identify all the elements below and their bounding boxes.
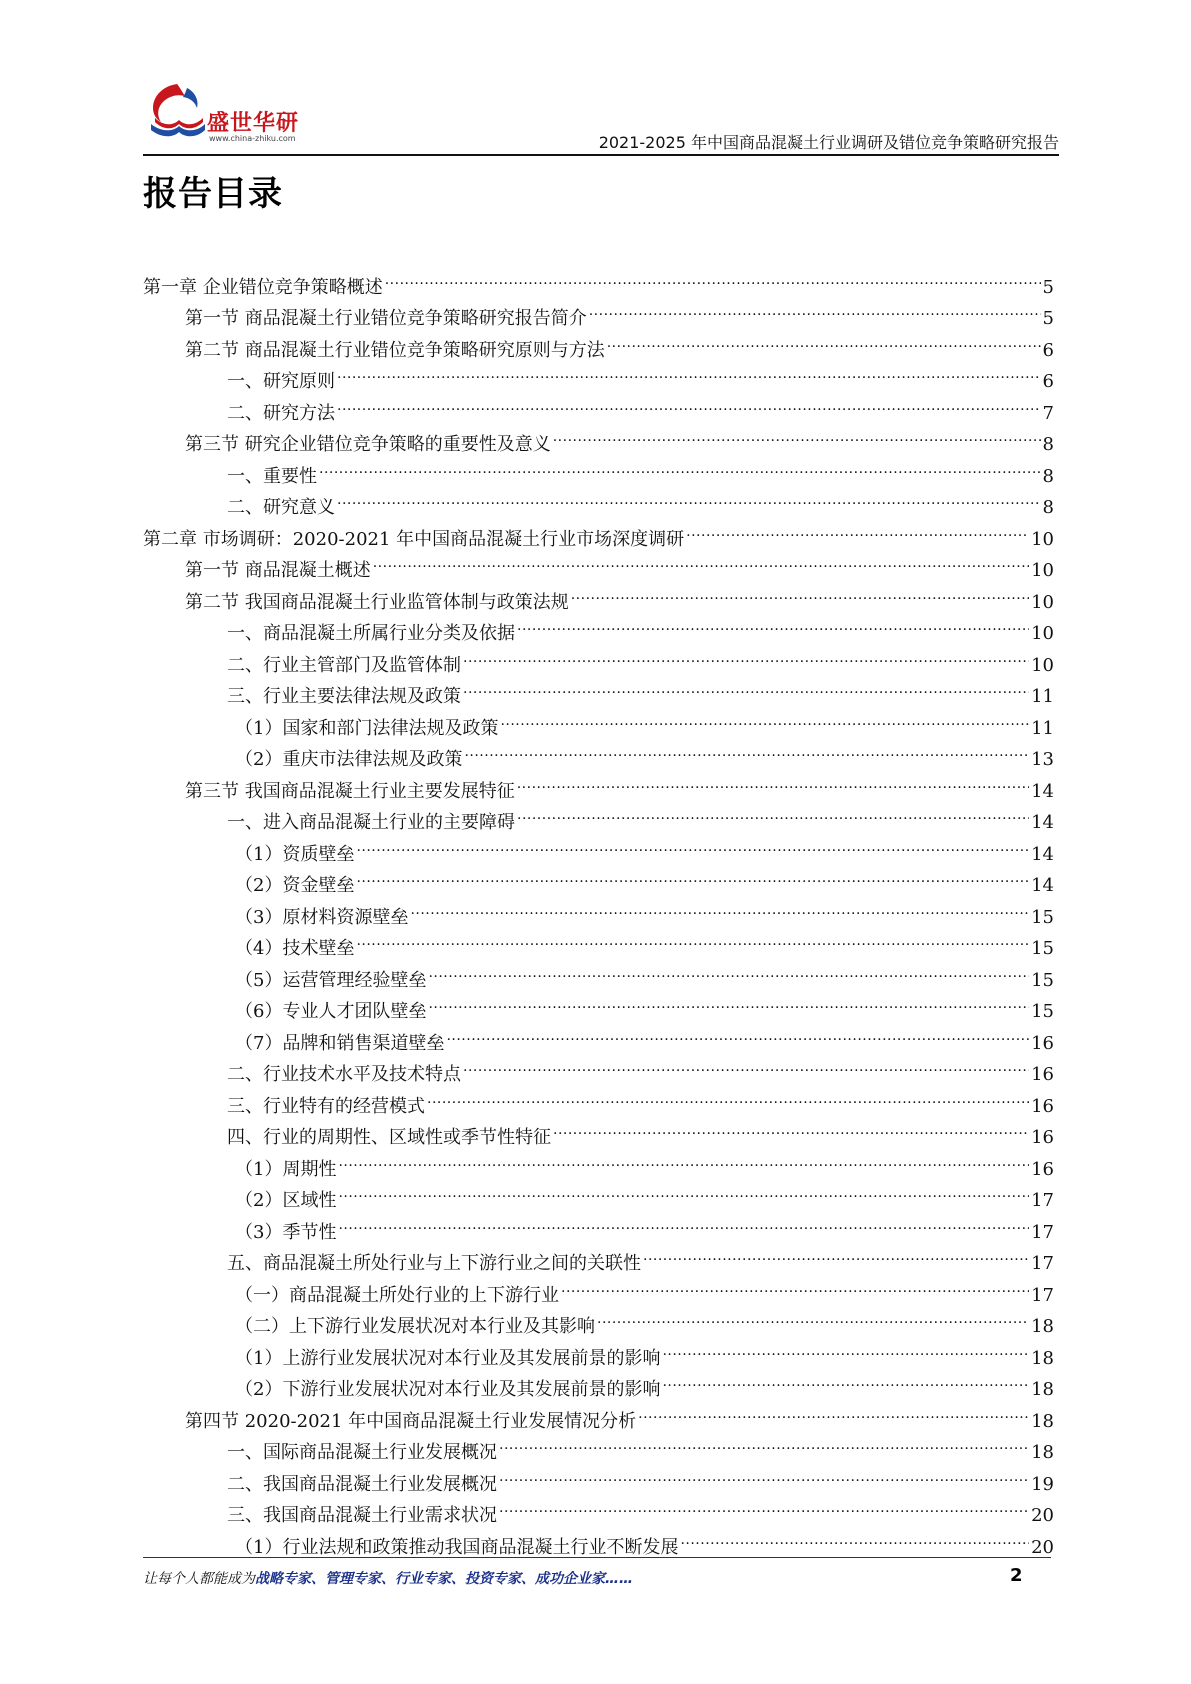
toc-dot-leader — [446, 1017, 1029, 1049]
toc-entry-title: 三、行业主要法律法规及政策 — [227, 686, 461, 707]
toc-entry-title: （1）资质壁垒 — [235, 843, 355, 865]
toc-entry-page: 6 — [1042, 371, 1054, 392]
toc-entry-page: 14 — [1031, 843, 1054, 865]
toc-entry-page: 18 — [1031, 1347, 1054, 1369]
toc-entry-page: 16 — [1031, 1095, 1054, 1117]
toc-entry-page: 10 — [1031, 560, 1054, 581]
toc-entry-page: 18 — [1031, 1442, 1054, 1463]
logo-name: 盛世华研 — [207, 111, 300, 136]
toc-entry-title: 二、我国商品混凝土行业发展概况 — [227, 1473, 497, 1495]
report-title: 2021-2025 年中国商品混凝土行业调研及错位竞争策略研究报告 — [598, 133, 1059, 152]
toc-entry-title: （5）运营管理经验壁垒 — [235, 969, 427, 991]
toc-dot-leader — [463, 671, 1029, 703]
toc-entry-title: 一、进入商品混凝土行业的主要障碍 — [227, 812, 515, 833]
toc-entry-page: 8 — [1042, 434, 1054, 455]
toc-entry-page: 10 — [1031, 528, 1054, 550]
toc-dot-leader — [638, 1395, 1029, 1427]
slogan-prefix: 让每个人都能成为 — [143, 1571, 255, 1587]
toc-dot-leader — [662, 1364, 1029, 1396]
toc-entry-title: 三、行业特有的经营模式 — [227, 1095, 425, 1117]
toc-dot-leader — [428, 986, 1029, 1018]
toc-entry-title: 三、我国商品混凝土行业需求状况 — [227, 1505, 497, 1526]
toc-dot-leader — [589, 293, 1041, 325]
toc-entry-title: 第一章 企业错位竞争策略概述 — [143, 276, 383, 298]
toc-entry-page: 7 — [1042, 402, 1054, 424]
toc-dot-leader — [338, 1206, 1029, 1238]
toc-entry-title: 一、重要性 — [227, 465, 317, 487]
toc-entry-title: 第四节 2020-2021 年中国商品混凝土行业发展情况分析 — [185, 1410, 637, 1432]
toc-dot-leader — [356, 860, 1029, 892]
toc-dot-leader — [553, 1112, 1029, 1144]
toc-entry-page: 5 — [1042, 308, 1054, 329]
toc-dot-leader — [561, 1269, 1029, 1301]
toc-entry-page: 8 — [1042, 465, 1054, 487]
toc-dot-leader — [337, 387, 1041, 419]
header-divider — [143, 154, 1059, 156]
toc-entry-page: 14 — [1031, 875, 1054, 896]
toc-entry-title: 第一节 商品混凝土行业错位竞争策略研究报告简介 — [185, 308, 587, 329]
toc-entry-page: 17 — [1031, 1190, 1054, 1211]
toc-entry-page: 16 — [1031, 1127, 1054, 1148]
toc-entry-page: 11 — [1031, 717, 1054, 739]
toc-dot-leader — [517, 608, 1029, 640]
page-title: 报告目录 — [143, 174, 283, 214]
toc-entry-page: 16 — [1031, 1158, 1054, 1180]
toc-entry-title: 一、国际商品混凝土行业发展概况 — [227, 1442, 497, 1463]
page-header — [143, 80, 1059, 158]
toc-entry-title: 第三节 我国商品混凝土行业主要发展特征 — [185, 780, 515, 802]
toc-entry-title: （1）国家和部门法律法规及政策 — [235, 717, 499, 739]
toc-dot-leader — [373, 545, 1029, 577]
toc-entry-title: （3）原材料资源壁垒 — [235, 906, 409, 928]
toc-entry-title: （2）下游行业发展状况对本行业及其发展前景的影响 — [235, 1379, 661, 1400]
toc-dot-leader — [517, 765, 1029, 797]
toc-entry-title: （二）上下游行业发展状况对本行业及其影响 — [235, 1316, 595, 1337]
logo-emblem-icon — [143, 80, 213, 150]
toc-entry-title: 二、行业主管部门及监管体制 — [227, 654, 461, 676]
toc-entry-title: （7）品牌和销售渠道壁垒 — [235, 1032, 445, 1054]
toc-entry-title: 一、研究原则 — [227, 371, 335, 392]
toc-entry-page: 15 — [1031, 969, 1054, 991]
toc-entry-title: 第二节 我国商品混凝土行业监管体制与政策法规 — [185, 591, 569, 613]
toc-entry-page: 13 — [1031, 749, 1054, 770]
toc-entry-title: （2）资金壁垒 — [235, 875, 355, 896]
toc-entry-page: 18 — [1031, 1379, 1054, 1400]
toc-entry-title: （1）上游行业发展状况对本行业及其发展前景的影响 — [235, 1347, 661, 1369]
toc-entry-page: 10 — [1031, 623, 1054, 644]
toc-entry-page: 20 — [1031, 1536, 1054, 1558]
toc-entry-page: 19 — [1031, 1473, 1054, 1495]
toc-entry-title: 一、商品混凝土所属行业分类及依据 — [227, 623, 515, 644]
toc-entry-title: （6）专业人才团队壁垒 — [235, 1001, 427, 1022]
toc-entry-page: 15 — [1031, 938, 1054, 959]
toc-entry-page: 14 — [1031, 812, 1054, 833]
toc-entry-title: 四、行业的周期性、区域性或季节性特征 — [227, 1127, 551, 1148]
toc-entry-page: 10 — [1031, 654, 1054, 676]
toc-entry-title: （2）区域性 — [235, 1190, 337, 1211]
toc-dot-leader — [643, 1238, 1029, 1270]
toc-dot-leader — [553, 419, 1041, 451]
toc-entry-page: 20 — [1031, 1505, 1054, 1526]
slogan-suffix: …… — [605, 1571, 633, 1587]
toc-entry-title: 五、商品混凝土所处行业与上下游行业之间的关联性 — [227, 1253, 641, 1274]
toc-dot-leader — [597, 1301, 1029, 1333]
toc-dot-leader — [427, 1080, 1029, 1112]
toc-dot-leader — [499, 1458, 1029, 1490]
toc-dot-leader — [338, 1143, 1029, 1175]
toc-entry-title: 第三节 研究企业错位竞争策略的重要性及意义 — [185, 434, 551, 455]
toc-entry-page: 10 — [1031, 591, 1054, 613]
toc-entry-title: （3）季节性 — [235, 1221, 337, 1243]
toc-entry-page: 5 — [1042, 276, 1054, 298]
toc-entry-title: （2）重庆市法律法规及政策 — [235, 749, 463, 770]
toc-entry[interactable] — [143, 261, 1054, 298]
toc-entry-page: 8 — [1042, 497, 1054, 518]
toc-entry-page: 11 — [1031, 686, 1054, 707]
toc-entry-title: （一）商品混凝土所处行业的上下游行业 — [235, 1284, 559, 1306]
toc-dot-leader — [337, 482, 1041, 514]
toc-entry-title: 第二章 市场调研：2020-2021 年中国商品混凝土行业市场深度调研 — [143, 528, 685, 550]
toc-dot-leader — [571, 576, 1029, 608]
slogan-highlight: 战略专家、管理专家、行业专家、投资专家、成功企业家 — [255, 1571, 605, 1587]
toc-entry-page: 15 — [1031, 1001, 1054, 1022]
toc-dot-leader — [463, 1049, 1029, 1081]
footer-divider — [143, 1557, 1051, 1558]
toc-entry-title: 二、研究方法 — [227, 402, 335, 424]
toc-dot-leader — [517, 797, 1029, 829]
toc-dot-leader — [319, 450, 1041, 482]
toc-entry-page: 16 — [1031, 1064, 1054, 1085]
toc-entry-title: 第一节 商品混凝土概述 — [185, 560, 371, 581]
toc-dot-leader — [428, 954, 1029, 986]
logo-url: www.china-zhiku.com — [209, 134, 296, 143]
toc-dot-leader — [607, 324, 1041, 356]
logo — [143, 80, 313, 150]
toc-dot-leader — [338, 1175, 1029, 1207]
toc-dot-leader — [463, 639, 1029, 671]
toc-dot-leader — [385, 261, 1041, 293]
table-of-contents — [143, 261, 1054, 1558]
toc-entry-title: （1）周期性 — [235, 1158, 337, 1180]
toc-dot-leader — [680, 1521, 1029, 1553]
toc-dot-leader — [410, 891, 1029, 923]
toc-entry-title: （4）技术壁垒 — [235, 938, 355, 959]
toc-dot-leader — [356, 828, 1029, 860]
toc-entry-title: 二、研究意义 — [227, 497, 335, 518]
toc-entry-title: 第二节 商品混凝土行业错位竞争策略研究原则与方法 — [185, 339, 605, 361]
toc-dot-leader — [500, 702, 1029, 734]
toc-entry-page: 18 — [1031, 1410, 1054, 1432]
footer-slogan — [143, 1568, 633, 1588]
toc-dot-leader — [686, 513, 1029, 545]
toc-dot-leader — [464, 734, 1029, 766]
toc-dot-leader — [337, 356, 1041, 388]
toc-entry-page: 17 — [1031, 1221, 1054, 1243]
toc-entry-title: （1）行业法规和政策推动我国商品混凝土行业不断发展 — [235, 1536, 679, 1558]
toc-entry-page: 17 — [1031, 1284, 1054, 1306]
toc-entry-page: 16 — [1031, 1032, 1054, 1054]
toc-dot-leader — [499, 1427, 1029, 1459]
toc-entry-page: 14 — [1031, 780, 1054, 802]
page-number: 2 — [1010, 1565, 1023, 1586]
toc-entry-page: 17 — [1031, 1253, 1054, 1274]
toc-entry-page: 18 — [1031, 1316, 1054, 1337]
toc-entry-title: 二、行业技术水平及技术特点 — [227, 1064, 461, 1085]
toc-entry-page: 15 — [1031, 906, 1054, 928]
toc-dot-leader — [662, 1332, 1029, 1364]
toc-dot-leader — [499, 1490, 1029, 1522]
toc-dot-leader — [356, 923, 1029, 955]
toc-entry-page: 6 — [1042, 339, 1054, 361]
